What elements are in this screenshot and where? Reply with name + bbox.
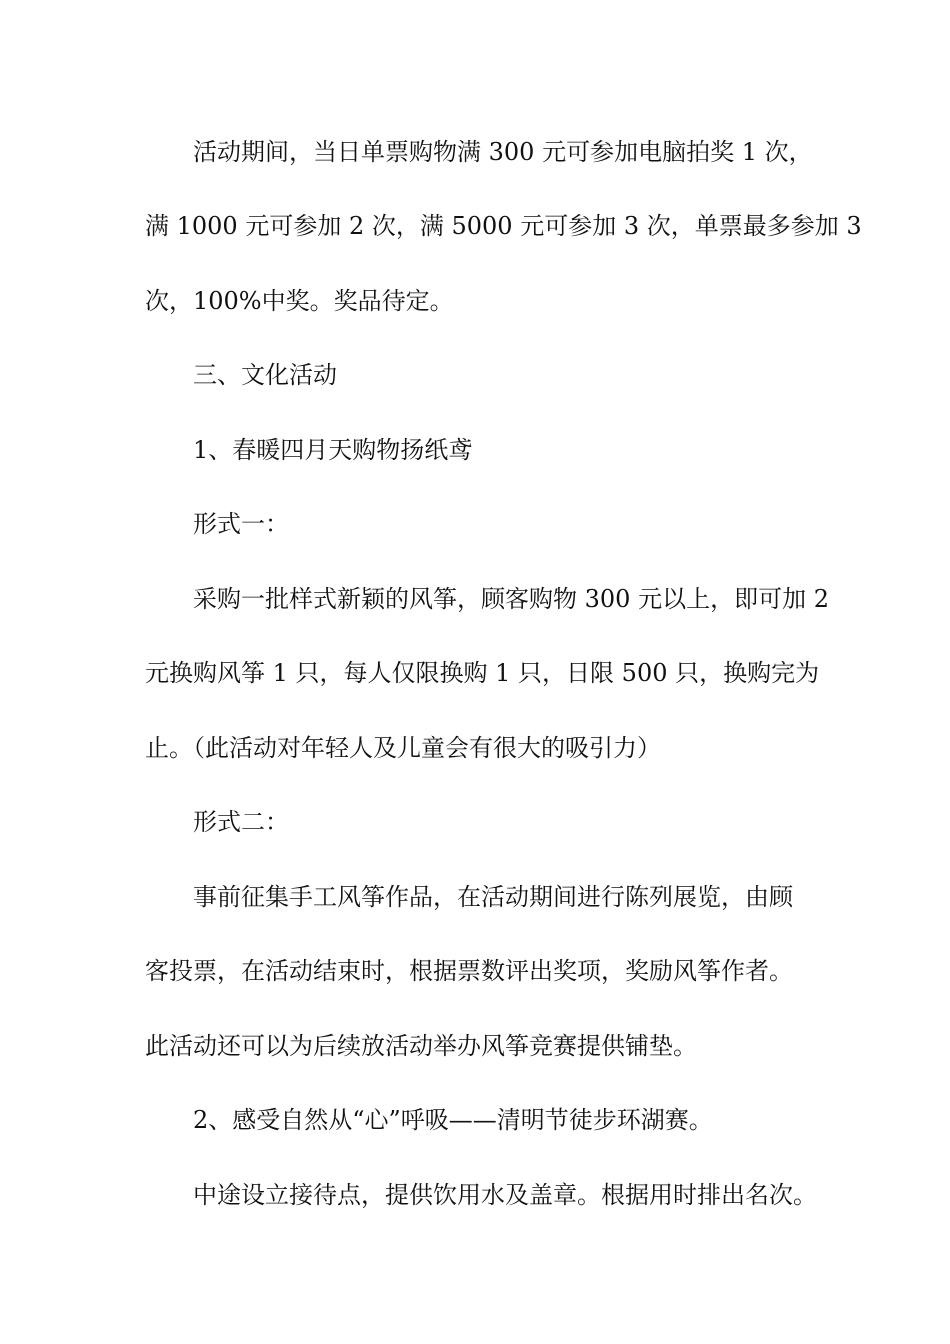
paragraph-line: 客投票，在活动结束时，根据票数评出奖项，奖励风筝作者。 — [145, 957, 793, 985]
paragraph-line: 事前征集手工风筝作品，在活动期间进行陈列展览，由顾 — [193, 883, 793, 911]
paragraph-line: 活动期间，当日单票购物满 300 元可参加电脑拍奖 1 次， — [193, 138, 813, 166]
paragraph-line: 此活动还可以为后续放活动举办风筝竞赛提供铺垫。 — [145, 1032, 697, 1060]
paragraph-line: 元换购风筝 1 只，每人仅限换购 1 只，日限 500 只，换购完为 — [145, 659, 820, 687]
paragraph-line: 止。（此活动对年轻人及儿童会有很大的吸引力） — [145, 734, 661, 762]
form-heading: 形式二： — [193, 808, 289, 836]
form-heading: 形式一： — [193, 510, 289, 538]
section-heading: 三、文化活动 — [193, 361, 337, 389]
subsection-heading: 1、春暖四月天购物扬纸鸢 — [193, 436, 473, 464]
subsection-heading: 2、感受自然从“心”呼吸——清明节徒步环湖赛。 — [193, 1106, 713, 1134]
paragraph-line: 满 1000 元可参加 2 次，满 5000 元可参加 3 次，单票最多参加 3 — [145, 212, 862, 240]
paragraph-line: 中途设立接待点，提供饮用水及盖章。根据用时排出名次。 — [193, 1181, 817, 1209]
paragraph-line: 次，100%中奖。奖品待定。 — [145, 287, 454, 315]
paragraph-line: 采购一批样式新颖的风筝，顾客购物 300 元以上，即可加 2 — [193, 585, 829, 613]
